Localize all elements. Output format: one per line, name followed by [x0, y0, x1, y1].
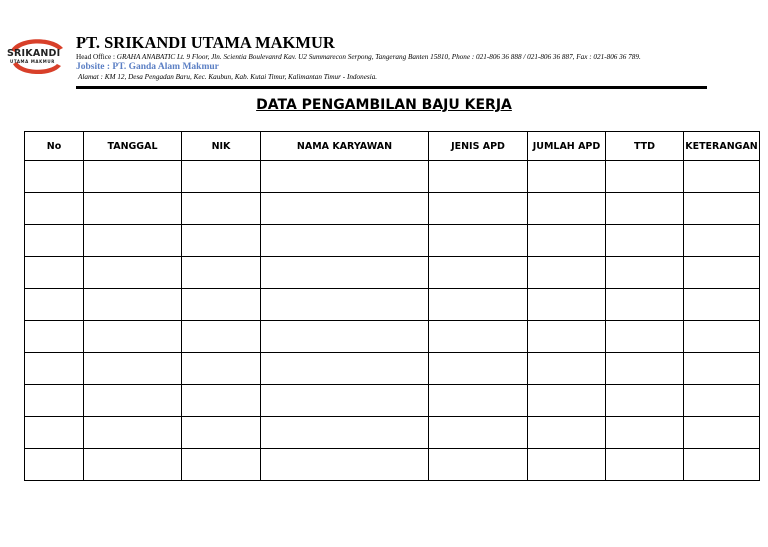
- table-cell: [684, 225, 760, 257]
- table-row: [25, 417, 760, 449]
- table-cell: [429, 161, 528, 193]
- table-cell: [261, 385, 429, 417]
- table-row: [25, 161, 760, 193]
- table-cell: [182, 385, 261, 417]
- table-cell: [684, 289, 760, 321]
- table-cell: [528, 193, 606, 225]
- document-title: DATA PENGAMBILAN BAJU KERJA: [256, 97, 512, 113]
- table-cell: [606, 289, 684, 321]
- table-cell: [25, 321, 84, 353]
- table-cell: [606, 449, 684, 481]
- table-cell: [684, 353, 760, 385]
- table-cell: [528, 417, 606, 449]
- column-header-jenis-apd: JENIS APD: [429, 132, 528, 161]
- column-header-jumlah-apd: JUMLAH APD: [528, 132, 606, 161]
- table-cell: [84, 193, 182, 225]
- table-row: [25, 321, 760, 353]
- table-cell: [84, 353, 182, 385]
- table-cell: [25, 225, 84, 257]
- table-header-row: [25, 132, 760, 161]
- table-cell: [429, 417, 528, 449]
- table-body: [25, 161, 760, 481]
- column-header-nik: NIK: [182, 132, 261, 161]
- table-cell: [25, 385, 84, 417]
- table-cell: [429, 289, 528, 321]
- table-cell: [606, 321, 684, 353]
- table-cell: [25, 417, 84, 449]
- table-cell: [528, 385, 606, 417]
- table-cell: [84, 257, 182, 289]
- table-cell: [684, 417, 760, 449]
- table-cell: [84, 417, 182, 449]
- column-header-nama-karyawan: NAMA KARYAWAN: [261, 132, 429, 161]
- table-cell: [528, 289, 606, 321]
- table-cell: [606, 161, 684, 193]
- table-cell: [84, 289, 182, 321]
- table-cell: [25, 193, 84, 225]
- table-cell: [606, 353, 684, 385]
- table-cell: [84, 321, 182, 353]
- head-office-label: Head Office :: [76, 53, 115, 61]
- table-cell: [429, 385, 528, 417]
- logo-wordmark: SRIKANDI: [7, 48, 61, 59]
- table-cell: [261, 321, 429, 353]
- table-cell: [606, 257, 684, 289]
- table-cell: [84, 161, 182, 193]
- column-header-tanggal: TANGGAL: [84, 132, 182, 161]
- head-office-line: [76, 53, 641, 61]
- table-cell: [261, 353, 429, 385]
- table-row: [25, 193, 760, 225]
- table-cell: [25, 161, 84, 193]
- table-row: [25, 353, 760, 385]
- table-cell: [182, 161, 261, 193]
- table-cell: [182, 353, 261, 385]
- alamat-line: Alamat : KM 12, Desa Pengadan Baru, Kec. Kaubun, Kab. Kutai Timur, Kalimantan Timur - Indonesia.: [78, 73, 378, 81]
- table-cell: [429, 257, 528, 289]
- table-cell: [528, 257, 606, 289]
- table-cell: [261, 449, 429, 481]
- table-cell: [684, 193, 760, 225]
- table-cell: [684, 449, 760, 481]
- table-cell: [261, 417, 429, 449]
- table-cell: [684, 161, 760, 193]
- column-header-no: No: [25, 132, 84, 161]
- table-cell: [84, 225, 182, 257]
- table-cell: [528, 449, 606, 481]
- table-cell: [429, 321, 528, 353]
- table-cell: [606, 225, 684, 257]
- table-cell: [429, 193, 528, 225]
- table-cell: [528, 225, 606, 257]
- table-cell: [261, 225, 429, 257]
- table-cell: [429, 225, 528, 257]
- table-cell: [528, 321, 606, 353]
- table-cell: [429, 449, 528, 481]
- table-cell: [684, 321, 760, 353]
- table-cell: [261, 289, 429, 321]
- jobsite-line: Jobsite : PT. Ganda Alam Makmur: [76, 62, 219, 72]
- company-name: PT. SRIKANDI UTAMA MAKMUR: [76, 33, 335, 52]
- table-cell: [261, 161, 429, 193]
- column-header-ttd: TTD: [606, 132, 684, 161]
- table-cell: [182, 193, 261, 225]
- table-cell: [25, 289, 84, 321]
- table-cell: [606, 385, 684, 417]
- table-cell: [182, 417, 261, 449]
- table-cell: [684, 257, 760, 289]
- table-cell: [261, 193, 429, 225]
- table-cell: [84, 385, 182, 417]
- column-header-keterangan: KETERANGAN: [684, 132, 760, 161]
- table-row: [25, 257, 760, 289]
- table-cell: [606, 417, 684, 449]
- table-row: [25, 289, 760, 321]
- table-cell: [182, 449, 261, 481]
- table-cell: [429, 353, 528, 385]
- table-cell: [25, 449, 84, 481]
- table-cell: [25, 353, 84, 385]
- head-office-address: GRAHA ANABATIC Lt. 9 Floor, Jln. Scientia Boulevanrd Kav. U2 Summarecon Serpong, Tangerang Banten 15810, Phone : 021-806 36 888 / 021-806 36 887, Fax : 021-806 36 789.: [116, 53, 641, 61]
- table-cell: [84, 449, 182, 481]
- table-cell: [182, 321, 261, 353]
- table-cell: [528, 161, 606, 193]
- data-table: [24, 131, 760, 481]
- logo-subtext: UTAMA MAKMUR: [10, 59, 55, 64]
- table-row: [25, 449, 760, 481]
- table-cell: [182, 257, 261, 289]
- table-cell: [528, 353, 606, 385]
- table-cell: [182, 225, 261, 257]
- header-divider: [76, 86, 707, 89]
- table-cell: [684, 385, 760, 417]
- table-cell: [25, 257, 84, 289]
- table-row: [25, 385, 760, 417]
- table-cell: [182, 289, 261, 321]
- table-row: [25, 225, 760, 257]
- table-cell: [606, 193, 684, 225]
- table-cell: [261, 257, 429, 289]
